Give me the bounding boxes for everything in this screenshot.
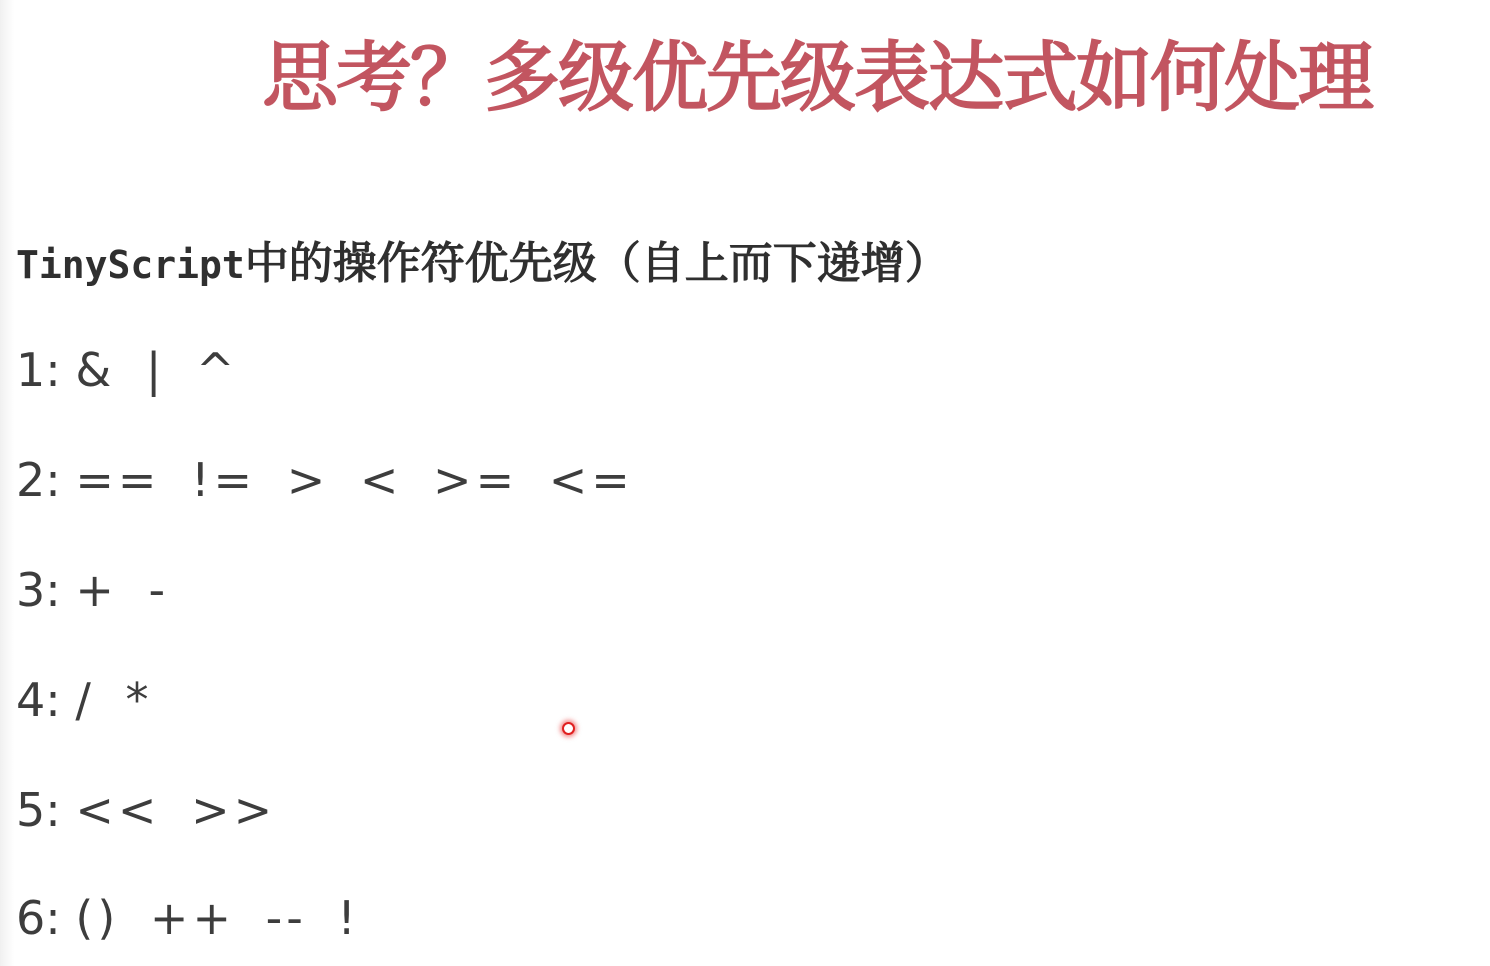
subtitle-code-term: TinyScript bbox=[16, 243, 245, 287]
level-operators: == != > < >= <= bbox=[75, 453, 634, 507]
level-number: 6: bbox=[16, 891, 61, 945]
left-edge-shadow bbox=[0, 0, 14, 966]
level-operators: () ++ -- ! bbox=[75, 891, 360, 945]
subtitle-text: 中的操作符优先级（自上而下递增） bbox=[244, 238, 949, 289]
precedence-level-6 bbox=[16, 888, 360, 948]
slide-title: 思考？多级优先级表达式如何处理 bbox=[262, 33, 1372, 122]
level-operators: << >> bbox=[75, 783, 277, 837]
level-number: 5: bbox=[16, 783, 61, 837]
precedence-level-2 bbox=[16, 450, 634, 510]
subtitle bbox=[16, 234, 949, 294]
precedence-level-1 bbox=[16, 340, 239, 400]
pointer-cursor-indicator bbox=[562, 722, 575, 735]
precedence-level-4 bbox=[16, 670, 153, 730]
level-number: 2: bbox=[16, 453, 61, 507]
precedence-level-5 bbox=[16, 780, 276, 840]
level-number: 1: bbox=[16, 343, 61, 397]
level-operators: & | ^ bbox=[75, 343, 239, 397]
precedence-level-3 bbox=[16, 560, 169, 620]
level-operators: + - bbox=[75, 563, 170, 617]
level-operators: / * bbox=[75, 673, 153, 727]
level-number: 3: bbox=[16, 563, 61, 617]
level-number: 4: bbox=[16, 673, 61, 727]
